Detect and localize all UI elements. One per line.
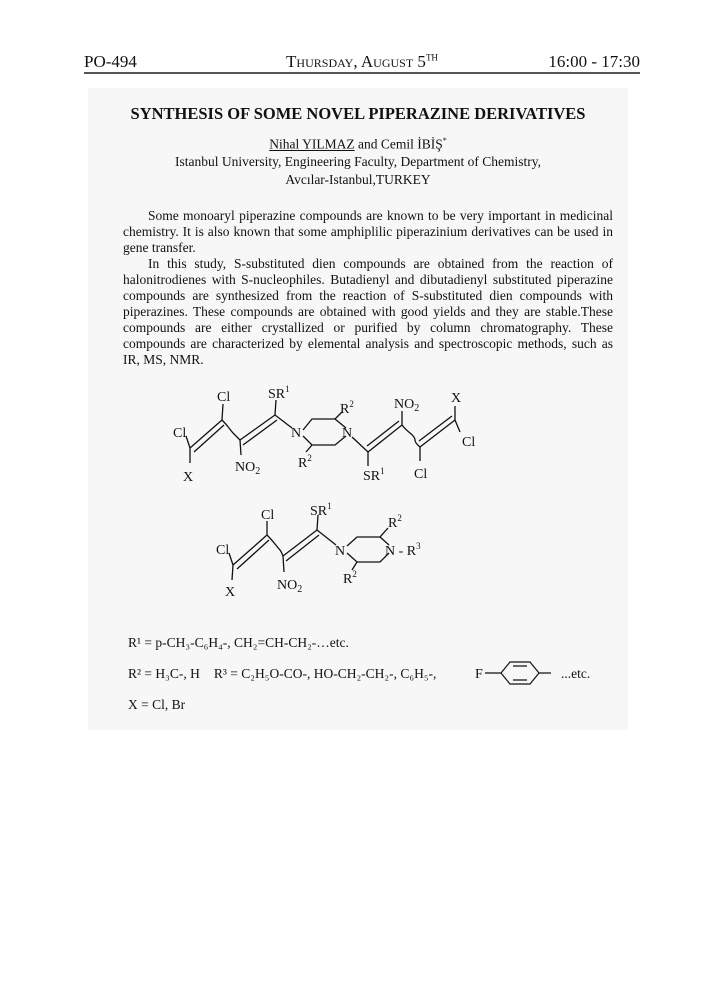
atom-cl: Cl xyxy=(216,543,230,558)
affiliation-line-1: Istanbul University, Engineering Faculty, Department of Chemistry, xyxy=(175,154,541,169)
fluorophenyl-group xyxy=(475,662,551,684)
no-text: NO xyxy=(394,397,415,412)
structure-2-bonds xyxy=(229,515,389,580)
atom-cl: Cl xyxy=(414,467,428,482)
group-r2 xyxy=(340,399,354,417)
atom-cl: Cl xyxy=(173,426,187,441)
subscript: 2 xyxy=(255,466,261,477)
r1-definition: R¹ = p-CH₃-C₆H₄-, CH₂=CH-CH₂-…etc. xyxy=(128,635,349,650)
author-second: and Cemil İBİŞ xyxy=(354,136,443,152)
subscript: 2 xyxy=(297,584,303,595)
structure-1-labels xyxy=(173,384,475,485)
no-text: NO xyxy=(277,578,298,593)
session-time: 16:00 - 17:30 xyxy=(548,52,640,71)
superscript: 2 xyxy=(307,453,312,463)
structure-2-labels xyxy=(216,501,421,600)
r-text: R xyxy=(340,402,350,417)
superscript: 3 xyxy=(416,541,421,551)
group-sr1 xyxy=(363,466,385,484)
atom-x: X xyxy=(225,585,236,600)
superscript: 2 xyxy=(349,399,354,409)
atom-x: X xyxy=(451,391,462,406)
etc-text: ...etc. xyxy=(561,666,591,681)
group-sr1 xyxy=(310,501,332,519)
poster-code: PO-494 xyxy=(84,52,137,71)
r2-text: R² = H₃C-, H xyxy=(128,666,200,681)
group-sr1 xyxy=(268,384,290,402)
atom-cl: Cl xyxy=(261,508,275,523)
group-no2 xyxy=(394,397,419,414)
benzene-ring-icon xyxy=(485,662,551,684)
atom-f: F xyxy=(475,667,483,682)
group-r2 xyxy=(298,453,312,471)
superscript: 1 xyxy=(380,466,385,476)
x-definition: X = Cl, Br xyxy=(128,697,186,712)
superscript: 1 xyxy=(285,384,290,394)
group-r2 xyxy=(343,569,357,587)
group-no2 xyxy=(235,460,260,477)
group-r2 xyxy=(388,513,402,531)
paragraph-1: Some monoaryl piperazine compounds are known to be very important in medicinal chemistry. It is also known that some amphiplilic piperazinium derivatives can be used in gene transfer. xyxy=(123,208,613,255)
subscript: 2 xyxy=(414,403,420,414)
r-text: R xyxy=(388,516,398,531)
r-text: R xyxy=(343,572,353,587)
superscript: 1 xyxy=(327,501,332,511)
atom-n: N xyxy=(291,426,302,441)
superscript: 2 xyxy=(397,513,402,523)
group-n-r3 xyxy=(385,541,421,559)
nr-text: N - R xyxy=(385,544,417,559)
sr-text: SR xyxy=(363,469,381,484)
r2-definition xyxy=(128,666,436,682)
group-no2 xyxy=(277,578,302,595)
author-presenting: Nihal YILMAZ xyxy=(269,136,355,152)
atom-n: N xyxy=(342,426,353,441)
atom-x: X xyxy=(183,470,194,485)
paragraph-2: In this study, S-substituted dien compounds are obtained from the reaction of halonitrodienes with S-nucleophiles. Butadienyl and dibutadienyl substituted piperazine compounds are synthesized from the reaction of S-substituted dien compounds with piperazines. These compounds are obtained with good yields and they are stable.These compounds are either crystallized or purified by column chromatography. These compounds are characterized by elemental analysis and spectroscopic methods, such as IR, MS, NMR. xyxy=(123,256,613,367)
superscript: 2 xyxy=(352,569,357,579)
atom-cl: Cl xyxy=(217,390,231,405)
corresponding-mark: * xyxy=(442,136,447,145)
sr-text: SR xyxy=(268,387,286,402)
r3-text: R³ = C₂H₅O-CO-, HO-CH₂-CH₂-, C₆H₅-, xyxy=(213,666,437,681)
paper-title: SYNTHESIS OF SOME NOVEL PIPERAZINE DERIVATIVES xyxy=(130,104,586,123)
r-text: R xyxy=(298,456,308,471)
affiliation-line-2: Avcılar-Istanbul,TURKEY xyxy=(285,172,431,187)
day-text: Thursday, August 5 xyxy=(286,52,426,71)
sr-text: SR xyxy=(310,504,328,519)
no-text: NO xyxy=(235,460,256,475)
atom-n: N xyxy=(335,544,346,559)
day-sup: TH xyxy=(425,52,438,63)
atom-cl: Cl xyxy=(462,435,476,450)
